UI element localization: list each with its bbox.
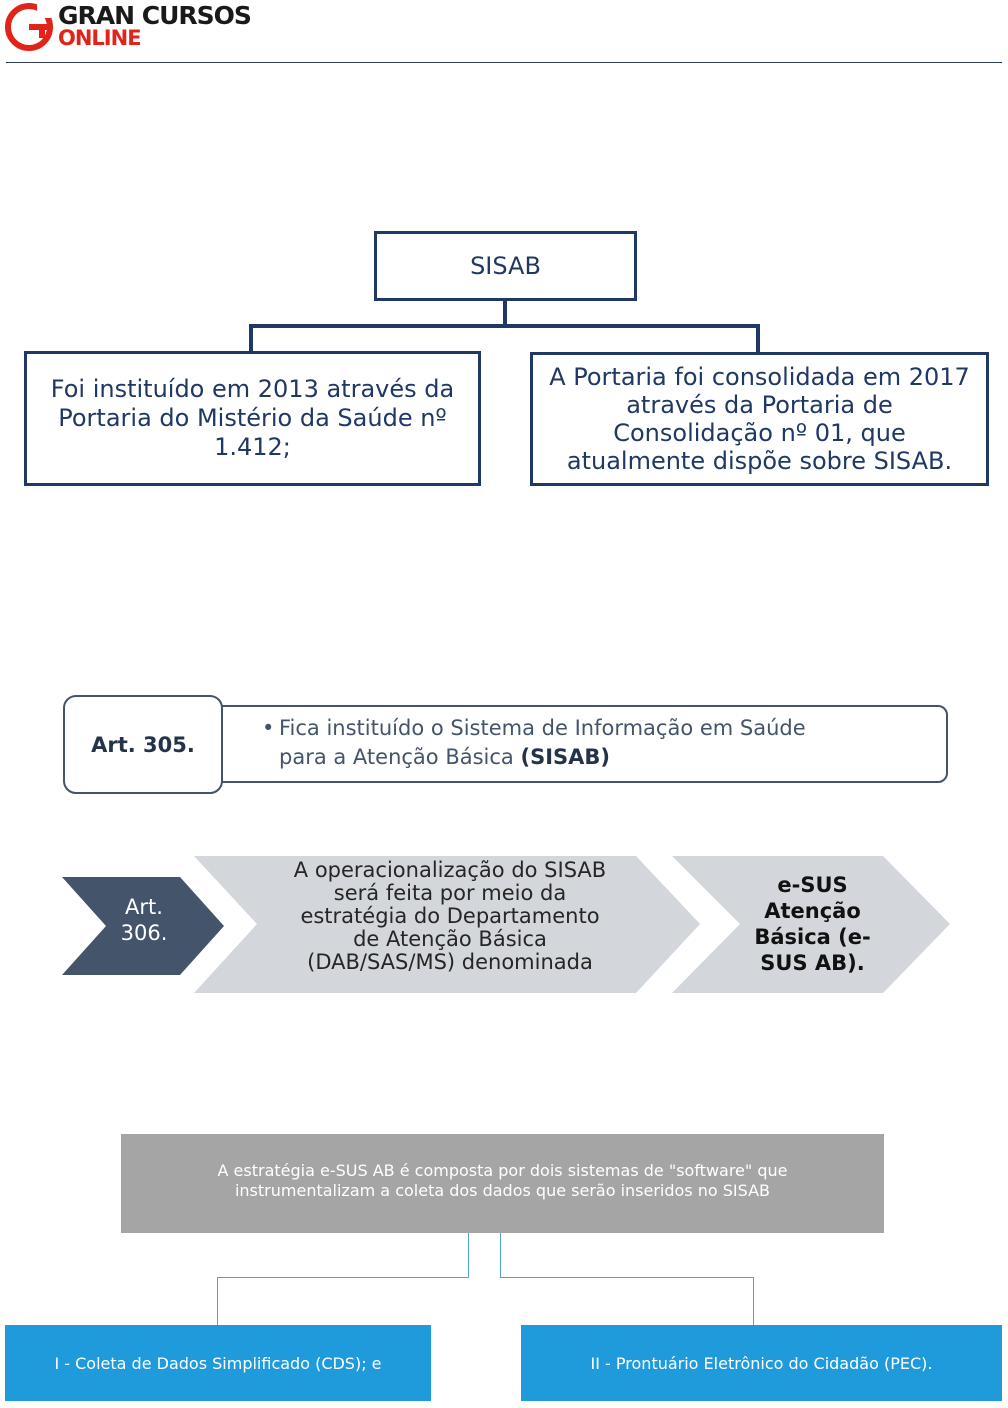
- art306-middle-line: de Atenção Básica: [353, 927, 547, 951]
- esus-strategy-text: [130, 1161, 875, 1201]
- connector-right-down: [753, 1277, 754, 1325]
- bullet-icon: •: [262, 716, 275, 740]
- gran-logo-icon: [4, 2, 54, 52]
- connector-left-drop: [249, 324, 253, 352]
- sisab-origin-text: Foi instituído em 2013 através da Portaria do Mistério da Saúde nº 1.412;: [50, 375, 455, 461]
- connector-horizontal: [249, 324, 760, 328]
- art306-label-line: 306.: [120, 921, 168, 945]
- art305-line2-bold: (SISAB): [520, 745, 611, 769]
- esus-text: [740, 872, 885, 976]
- pec-box: [521, 1325, 1002, 1401]
- logo-line1: GRAN CURSOS: [58, 1, 251, 30]
- connector-left-horizontal: [217, 1277, 469, 1278]
- connector-right-horizontal: [500, 1277, 754, 1278]
- cds-box: [5, 1325, 431, 1401]
- art306-label: [90, 894, 198, 946]
- sisab-origin-box: [24, 351, 481, 486]
- consolidation-line: A Portaria foi consolidada em 2017: [549, 363, 970, 391]
- sisab-root-label: SISAB: [470, 252, 541, 280]
- art305-line2-prefix: para a Atenção Básica: [279, 745, 514, 769]
- esus-line: Atenção: [764, 899, 861, 923]
- esus-line: SUS AB).: [760, 951, 865, 975]
- art305-line2: [279, 743, 610, 772]
- esus-strategy-line: instrumentalizam a coleta dos dados que serão inseridos no SISAB: [234, 1181, 771, 1200]
- consolidation-line: atualmente dispõe sobre SISAB.: [566, 447, 953, 475]
- connector-left-up: [468, 1233, 469, 1278]
- art305-label-box: [63, 695, 223, 794]
- pec-label: II - Prontuário Eletrônico do Cidadão (PEC).: [590, 1353, 933, 1373]
- art306-middle-line: estratégia do Departamento: [300, 904, 600, 928]
- sisab-consolidation-text: [549, 363, 970, 475]
- consolidation-line: através da Portaria de: [626, 391, 893, 419]
- art305-label: Art. 305.: [91, 732, 195, 757]
- sisab-consolidation-box: [530, 352, 989, 486]
- connector-right-up: [500, 1233, 501, 1278]
- logo-line2: ONLINE: [58, 26, 141, 50]
- art306-middle-line: (DAB/SAS/MS) denominada: [307, 950, 593, 974]
- consolidation-line: Consolidação nº 01, que: [613, 419, 906, 447]
- esus-line: Básica (e-: [754, 925, 871, 949]
- art305-line1: Fica instituído o Sistema de Informação em Saúde: [279, 716, 806, 740]
- sisab-root-box: [374, 231, 637, 301]
- art306-middle-line: A operacionalização do SISAB: [293, 858, 607, 882]
- cds-label: I - Coleta de Dados Simplificado (CDS); e: [54, 1353, 382, 1373]
- connector-left-down: [217, 1277, 218, 1325]
- esus-strategy-line: A estratégia e-SUS AB é composta por dois sistemas de "software" que: [217, 1161, 788, 1180]
- header-divider: [6, 62, 1002, 63]
- connector-vertical: [503, 301, 507, 326]
- connector-right-drop: [756, 324, 760, 353]
- art306-label-line: Art.: [125, 895, 163, 919]
- esus-line: e-SUS: [777, 873, 848, 897]
- art306-middle-line: será feita por meio da: [333, 881, 567, 905]
- art306-middle-text: [240, 859, 660, 974]
